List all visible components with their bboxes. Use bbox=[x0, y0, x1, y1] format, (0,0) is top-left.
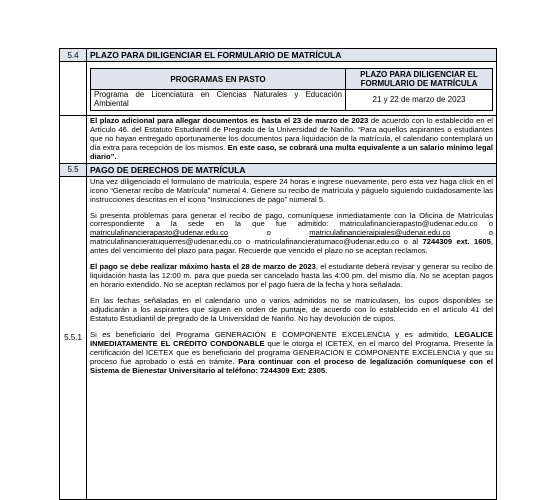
paragraph: Una vez diligenciado el formulario de matrícula, espere 24 horas e ingrese nuevamente, pero esta vez haga click en el icono “Generar recibo de Matrícula” numeral 4. Genere su recibo de matrícula y páguelo siguiendo cuidadosamente las instrucciones descritas en el icono “Instrucciones de pago” numeral 5. bbox=[90, 176, 493, 204]
section-number: 5.5 bbox=[60, 163, 87, 176]
enrollment-table bbox=[59, 48, 497, 500]
column-header-deadline: PLAZO PARA DILIGENCIAR EL FORMULARIO DE MATRÍCULA bbox=[346, 69, 493, 90]
section-number: 5.5.1 bbox=[60, 176, 87, 499]
email-link[interactable]: matriculafinancierapasto@udenar.edu.co bbox=[90, 228, 229, 238]
paragraph: Si presenta problemas para generar el recibo de pago, comuníquese inmediatamente con la Oficina de Matrículas correspondiente a la sede en la que fue admitido: matriculafinancierapasto@udenar.edu.co o matriculafinancierapasto@udenar.edu.co o matriculafinancieraipiales@udenar.edu.co o matriculafinancieratuquerres@udenar.edu.co o matriculafinancieratumaco@udenar.edu.co o al 7244309 ext. 1605, antes del vencimiento del plazo para pagar. Recuerde que vencido el plazo no se aceptan reclamos. bbox=[90, 210, 493, 256]
phone-number: 7244309 ext. 1605 bbox=[422, 237, 491, 247]
paragraph: Si es beneficiario del Programa GENERACIÓN E COMPONENTE EXCELENCIA y es admitido, LEGALICE INMEDIATAMENTE EL CRÉDITO CONDONABLE que le otorga el ICETEX, en el marco del Programa. Presente la certificación del ICETEX que es beneficiario del programa GENERACIÓN E COMPONENTE EXCELENCIA y que su proceso fue aprobado o está en trámite. Para continuar con el proceso de legalización comuníquese con el Sistema de Bienestar Universitario al teléfono: 7244309 Ext: 2305. bbox=[90, 330, 493, 375]
section-5-4-table-row bbox=[60, 62, 497, 116]
section-number: 5.4 bbox=[60, 49, 87, 62]
deadline-dates: 21 y 22 de marzo de 2023 bbox=[346, 90, 493, 111]
payment-instructions bbox=[87, 176, 497, 499]
section-5-4-note-row bbox=[60, 115, 497, 163]
program-name: Programa de Licenciatura en Ciencias Naturales y Educación Ambiental bbox=[91, 90, 346, 111]
section-title: PLAZO PARA DILIGENCIAR EL FORMULARIO DE MATRÍCULA bbox=[87, 49, 497, 62]
email-link[interactable]: matriculafinancieraipiales@udenar.edu.co bbox=[309, 228, 451, 238]
section-5-5-1-row bbox=[60, 176, 497, 499]
additional-deadline-note: El plazo adicional para allegar documentos es hasta el 23 de marzo de 2023 de acuerdo con lo establecido en el Artículo 46. del Estatuto Estudiantil de Pregrado de la Universidad de Nariño. “Para aquellos aspirantes o estudiantes que no hayan entregado oportunamente los documentos para liquidación de la matrícula, el calendario contemplará un día extra para recepción de los mismos. En este caso, se cobrará una multa equivalente a un salario mínimo legal diario”. bbox=[87, 115, 497, 163]
section-5-4-header bbox=[60, 49, 497, 62]
column-header-programs: PROGRAMAS EN PASTO bbox=[91, 69, 346, 90]
paragraph: El pago se debe realizar máximo hasta el 28 de marzo de 2023, el estudiante deberá revisar y generar su recibo de liquidación hasta las 12:00 m. para que pueda ser cancelado hasta las 4:00 pm. del mismo día. No se aceptan pagos en horario extendido. No se aceptan reclamos por el pago fuera de la fecha y hora señalada. bbox=[90, 262, 493, 290]
section-title: PAGO DE DERECHOS DE MATRÍCULA bbox=[87, 163, 497, 176]
table-row bbox=[91, 90, 493, 111]
document-page bbox=[59, 48, 497, 500]
programs-deadline-table bbox=[90, 68, 493, 111]
paragraph: En las fechas señaladas en el calendario uno o varios admitidos no se matriculasen, los cupos disponibles se adjudicarán a los aspirantes que siguen en orden de puntaje, de acuerdo con lo establecido en el artículo 41 del Estatuto Estudiantil de pregrado de la Universidad de Nariño. No hay devolución de cupos. bbox=[90, 296, 493, 324]
section-5-5-header bbox=[60, 163, 497, 176]
